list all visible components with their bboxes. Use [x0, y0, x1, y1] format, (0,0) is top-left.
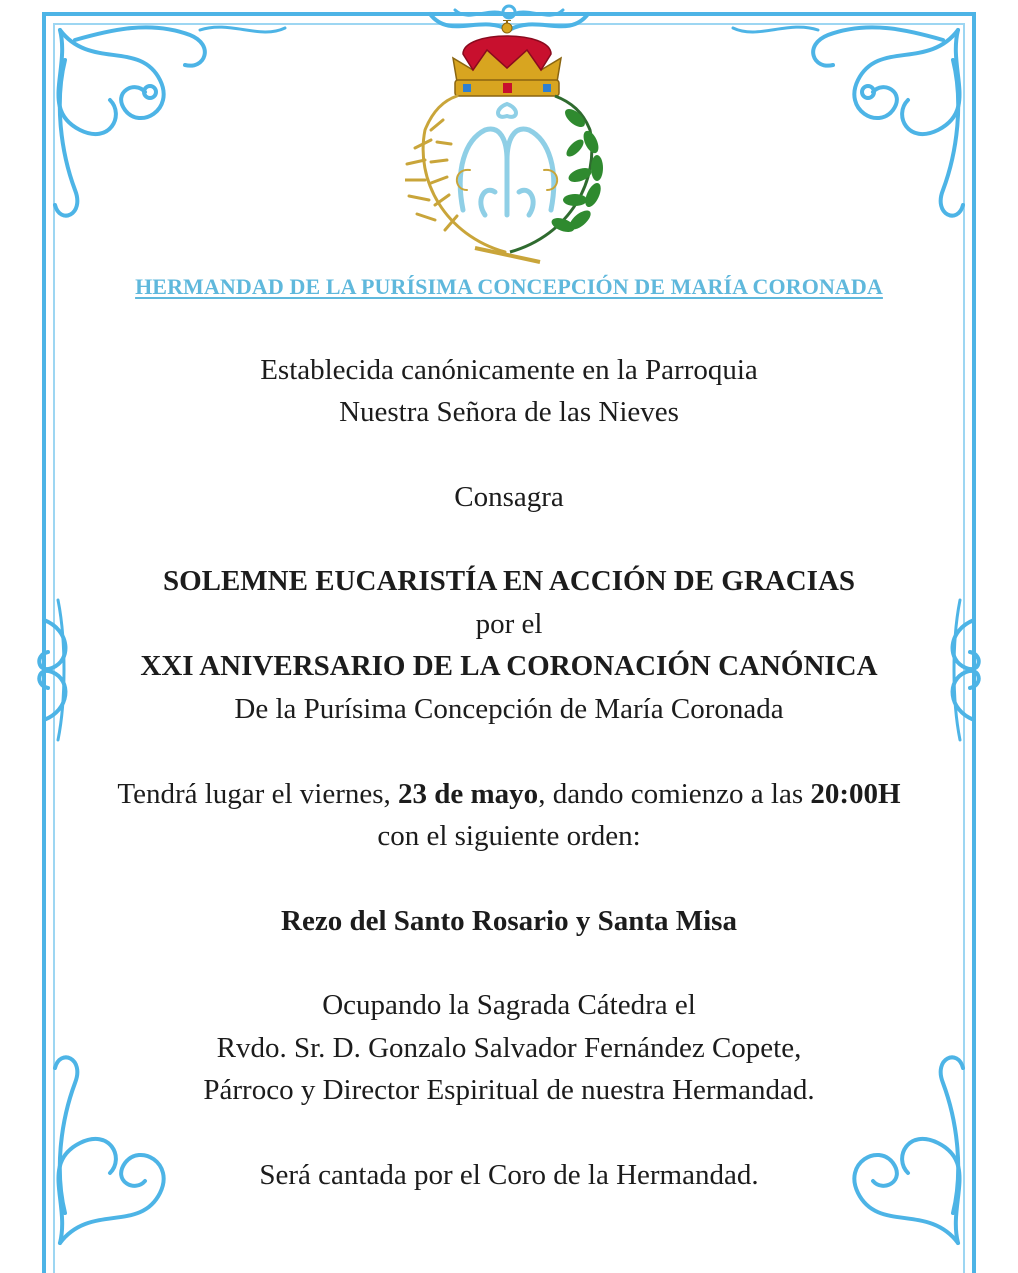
corner-scroll-top-left: [55, 27, 285, 216]
anniversary-title: XXI ANIVERSARIO DE LA CORONACIÓN CANÓNICA: [140, 650, 878, 682]
established-line-2: Nuestra Señora de las Nieves: [339, 396, 679, 428]
preacher-line-2: Rvdo. Sr. D. Gonzalo Salvador Fernández Copete,: [216, 1032, 802, 1064]
crown-icon: [453, 20, 561, 96]
hermandad-emblem: [405, 20, 610, 265]
event-date: 23 de mayo: [398, 778, 539, 810]
order-intro: con el siguiente orden:: [377, 820, 641, 852]
laurel-branch-icon: [510, 96, 604, 252]
schedule-prefix: Tendrá lugar el viernes,: [117, 778, 399, 810]
event-time: 20:00H: [810, 778, 901, 810]
preacher-line-3: Párroco y Director Espiritual de nuestra Hermandad.: [203, 1074, 815, 1106]
hermandad-heading: HERMANDAD DE LA PURÍSIMA CONCEPCIÓN DE MARÍA CORONADA: [135, 274, 883, 299]
preacher-line-1: Ocupando la Sagrada Cátedra el: [322, 989, 696, 1021]
palm-branch-icon: [405, 96, 505, 252]
marian-monogram-icon: [457, 104, 557, 215]
dedication-text: De la Purísima Concepción de María Coronada: [234, 693, 784, 725]
schedule-line: [0, 777, 1018, 811]
event-title: SOLEMNE EUCARISTÍA EN ACCIÓN DE GRACIAS: [162, 565, 856, 597]
choir-note: Será cantada por el Coro de la Hermandad.: [259, 1159, 759, 1191]
por-el-text: por el: [475, 608, 543, 640]
established-line-1: Establecida canónicamente en la Parroquia: [260, 354, 758, 386]
consagra-text: Consagra: [454, 481, 564, 513]
corner-scroll-top-right: [733, 27, 963, 216]
order-of-service: Rezo del Santo Rosario y Santa Misa: [281, 905, 737, 937]
schedule-middle: , dando comienzo a las: [538, 778, 811, 810]
